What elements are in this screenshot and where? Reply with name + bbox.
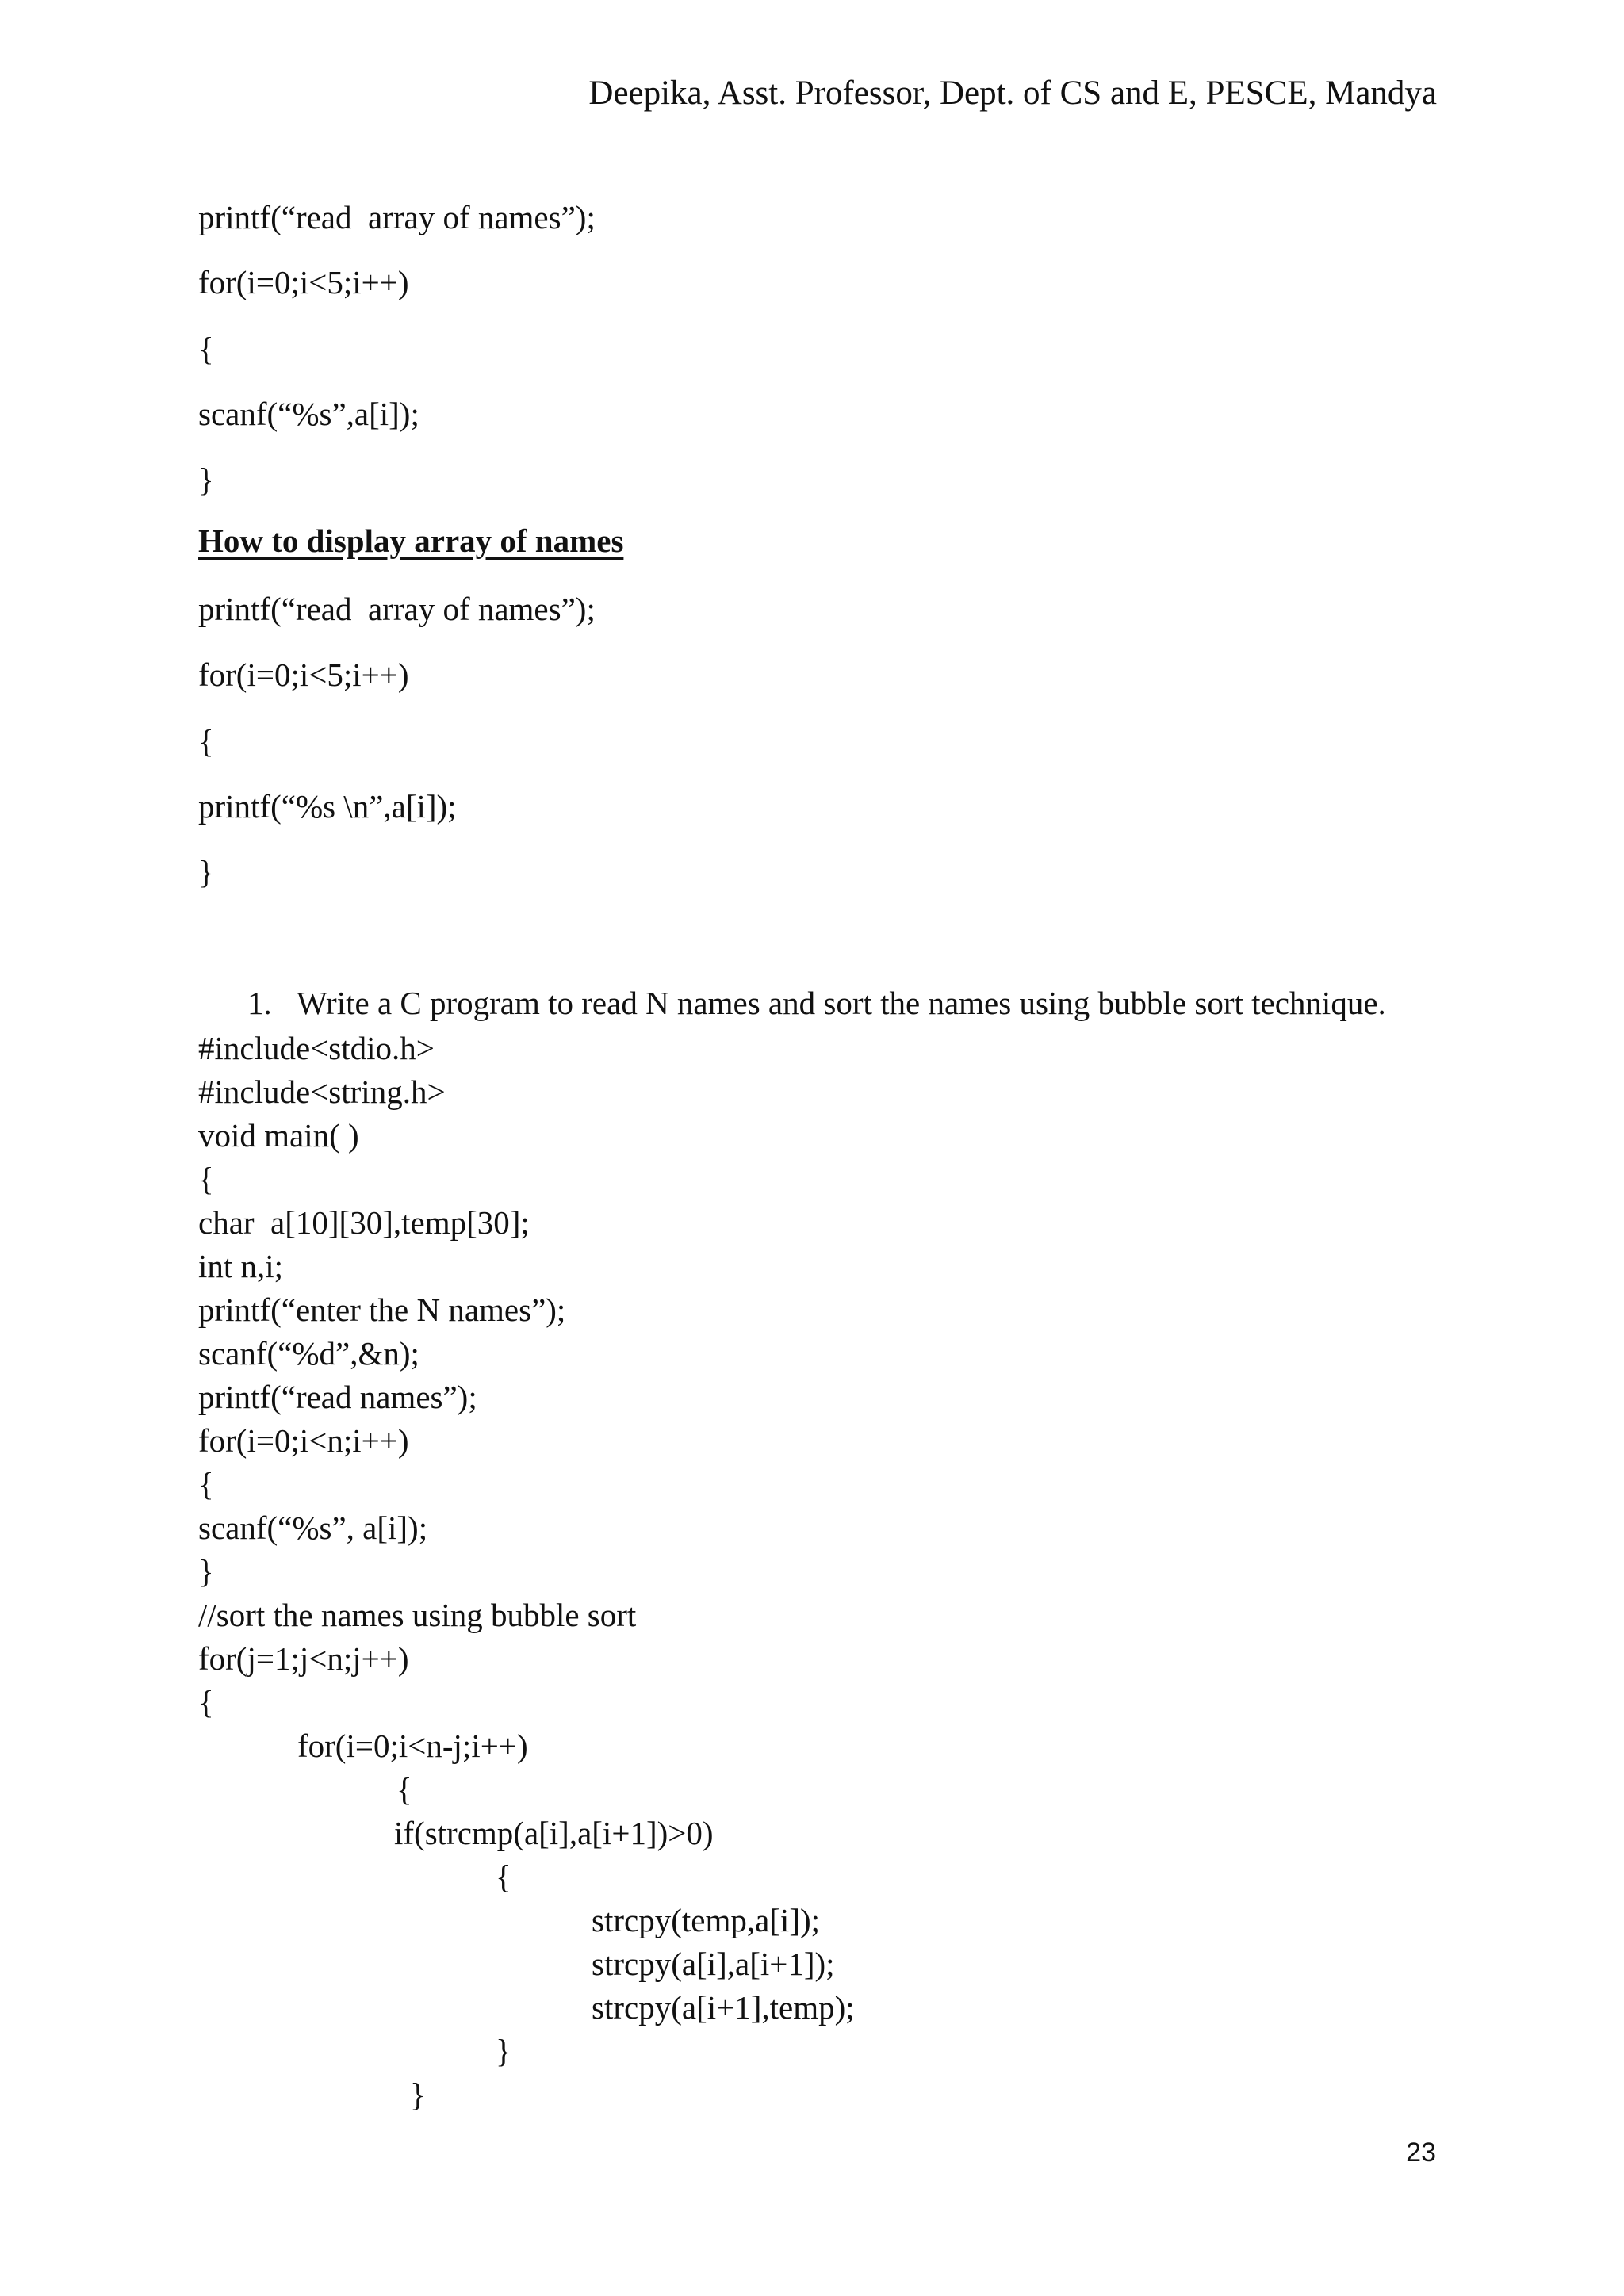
code-line: scanf(“%s”, a[i]); [198, 1510, 428, 1546]
code-line: } [496, 2033, 511, 2069]
code-line: { [198, 1684, 214, 1720]
code-line: { [198, 1161, 214, 1197]
code-line: strcpy(a[i],a[i+1]); [592, 1946, 835, 1982]
code-line: { [396, 1771, 412, 1808]
code-line: for(j=1;j<n;j++) [198, 1640, 409, 1677]
question-number: 1. [247, 985, 272, 1021]
code-line: strcpy(temp,a[i]); [592, 1902, 821, 1938]
code-line: int n,i; [198, 1248, 284, 1284]
code-line: for(i=0;i<n;i++) [198, 1422, 409, 1459]
code-line: printf(“read names”); [198, 1379, 477, 1415]
page-header: Deepika, Asst. Professor, Dept. of CS and E, PESCE, Mandya [588, 75, 1437, 112]
code-line: printf(“enter the N names”); [198, 1292, 566, 1328]
code-line: { [198, 1466, 214, 1502]
question-item [247, 987, 1386, 1020]
code-line: } [198, 854, 214, 890]
code-line: if(strcmp(a[i],a[i+1])>0) [394, 1815, 714, 1851]
code-line: printf(“read array of names”); [198, 199, 596, 235]
code-line: strcpy(a[i+1],temp); [592, 1989, 855, 2026]
code-line: } [410, 2076, 426, 2113]
code-line: for(i=0;i<5;i++) [198, 656, 409, 693]
code-line: } [198, 461, 214, 498]
code-line: { [496, 1858, 511, 1895]
code-line: void main( ) [198, 1117, 359, 1154]
page-number: 23 [1406, 2137, 1436, 2168]
code-line: #include<string.h> [198, 1073, 446, 1110]
question-text: Write a C program to read N names and sort the names using bubble sort technique. [297, 985, 1386, 1021]
code-line: printf(“%s \n”,a[i]); [198, 788, 457, 825]
code-line: for(i=0;i<n-j;i++) [297, 1728, 528, 1764]
code-line: char a[10][30],temp[30]; [198, 1204, 530, 1241]
code-line: scanf(“%d”,&n); [198, 1335, 419, 1372]
code-line: { [198, 331, 214, 367]
code-line: #include<stdio.h> [198, 1030, 435, 1066]
code-line: scanf(“%s”,a[i]); [198, 396, 419, 432]
code-line: printf(“read array of names”); [198, 591, 596, 627]
code-line: } [198, 1553, 214, 1590]
code-line: for(i=0;i<5;i++) [198, 264, 409, 300]
code-line: { [198, 723, 214, 760]
code-comment: //sort the names using bubble sort [198, 1597, 637, 1633]
section-heading: How to display array of names [198, 522, 624, 559]
